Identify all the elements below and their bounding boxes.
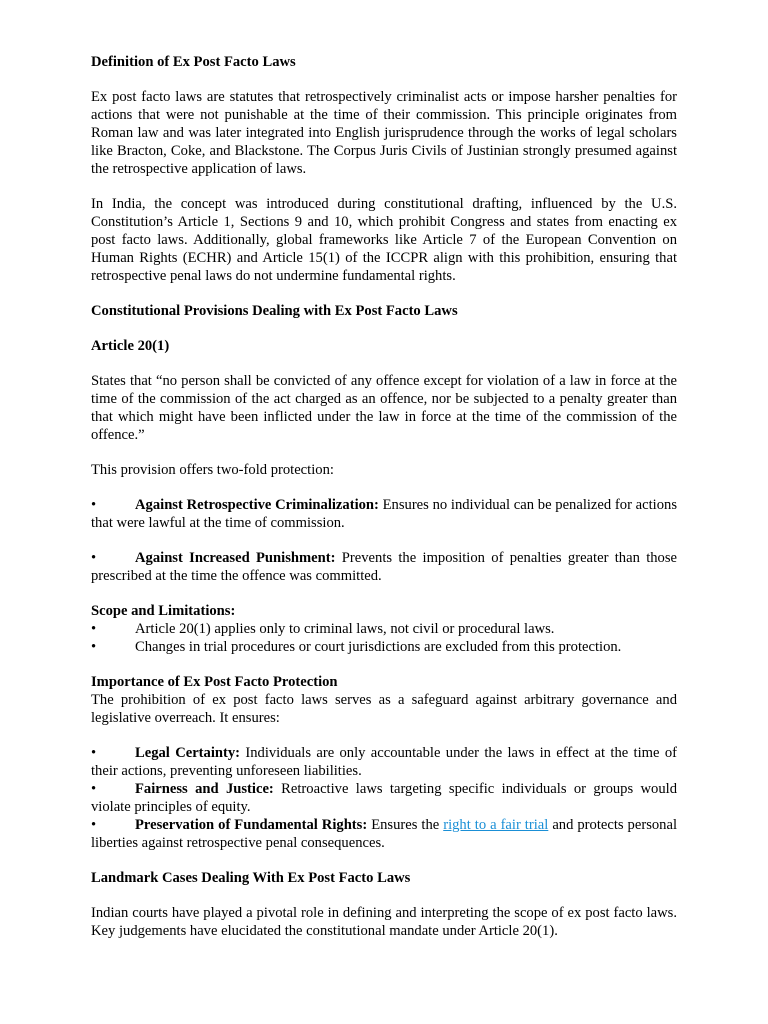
landmark-heading: Landmark Cases Dealing With Ex Post Facto Laws bbox=[91, 870, 411, 886]
list-item-text: Ensures no individual can be penalized for actions that were lawful at the time of commission. bbox=[91, 497, 677, 531]
importance-heading: Importance of Ex Post Facto Protection bbox=[91, 674, 338, 690]
list-item bbox=[91, 620, 677, 638]
list-item-text: Changes in trial procedures or court jurisdictions are excluded from this protection. bbox=[135, 639, 622, 655]
article-heading: Article 20(1) bbox=[91, 338, 170, 354]
list-item bbox=[91, 496, 677, 532]
bullet-icon: • bbox=[91, 745, 97, 761]
bullet-icon: • bbox=[91, 550, 97, 566]
list-item bbox=[91, 638, 677, 656]
list-item-text: Individuals are only accountable under the laws in effect at the time of their actions, preventing unforeseen liabilities. bbox=[91, 745, 677, 779]
list-item-text: and protects personal liberties against retrospective penal consequences. bbox=[91, 817, 677, 851]
constitutional-heading: Constitutional Provisions Dealing with Ex Post Facto Laws bbox=[91, 303, 458, 319]
list-item-bold: Legal Certainty: bbox=[135, 745, 241, 761]
list-item-bold: Preservation of Fundamental Rights: bbox=[135, 817, 368, 833]
list-item bbox=[91, 780, 677, 816]
definition-heading: Definition of Ex Post Facto Laws bbox=[91, 54, 296, 70]
landmark-paragraph: Indian courts have played a pivotal role in defining and interpreting the scope of ex post facto laws. Key judgements have elucidated the constitutional mandate under Article 20(1). bbox=[91, 905, 677, 939]
bullet-icon: • bbox=[91, 621, 97, 637]
list-item bbox=[91, 816, 677, 852]
definition-paragraph-1: Ex post facto laws are statutes that retrospectively criminalist acts or impose harsher penalties for actions that were not punishable at the time of their commission. This principle originates from Roman law and was later integrated into English jurisprudence through the works of legal scholars like Bracton, Coke, and Blackstone. The Corpus Juris Civils of Justinian strongly presumed against the retrospective application of laws. bbox=[91, 89, 677, 177]
list-item bbox=[91, 549, 677, 585]
bullet-icon: • bbox=[91, 817, 97, 833]
bullet-icon: • bbox=[91, 639, 97, 655]
list-item-bold: Fairness and Justice: bbox=[135, 781, 274, 797]
list-item-text: Article 20(1) applies only to criminal laws, not civil or procedural laws. bbox=[135, 621, 555, 637]
fair-trial-link[interactable]: right to a fair trial bbox=[443, 817, 549, 833]
bullet-icon: • bbox=[91, 781, 97, 797]
protection-intro: This provision offers two-fold protection: bbox=[91, 462, 334, 478]
definition-paragraph-2: In India, the concept was introduced during constitutional drafting, influenced by the U.S. Constitution’s Article 1, Sections 9 and 10, which prohibit Congress and states from enacting ex post facto laws. Additionally, global frameworks like Article 7 of the European Convention on Human Rights (ECHR) and Article 15(1) of the ICCPR align with this prohibition, ensuring that retrospective penal laws do not undermine fundamental rights. bbox=[91, 196, 677, 284]
importance-intro: The prohibition of ex post facto laws serves as a safeguard against arbitrary governance and legislative overreach. It ensures: bbox=[91, 692, 677, 726]
list-item bbox=[91, 744, 677, 780]
document-page bbox=[91, 53, 677, 940]
list-item-bold: Against Increased Punishment: bbox=[135, 550, 336, 566]
list-item-text: Prevents the imposition of penalties greater than those prescribed at the time the offence was committed. bbox=[91, 550, 677, 584]
list-item-bold: Against Retrospective Criminalization: bbox=[135, 497, 379, 513]
article-quote: States that “no person shall be convicted of any offence except for violation of a law in force at the time of the commission of the act charged as an offence, nor be subjected to a penalty greater than that which might have been inflicted under the law in force at the time of the commission of the offence.” bbox=[91, 373, 677, 443]
list-item-text: Ensures the bbox=[367, 817, 444, 833]
bullet-icon: • bbox=[91, 497, 97, 513]
scope-heading: Scope and Limitations: bbox=[91, 603, 236, 619]
list-item-text: Retroactive laws targeting specific individuals or groups would violate principles of equity. bbox=[91, 781, 677, 815]
